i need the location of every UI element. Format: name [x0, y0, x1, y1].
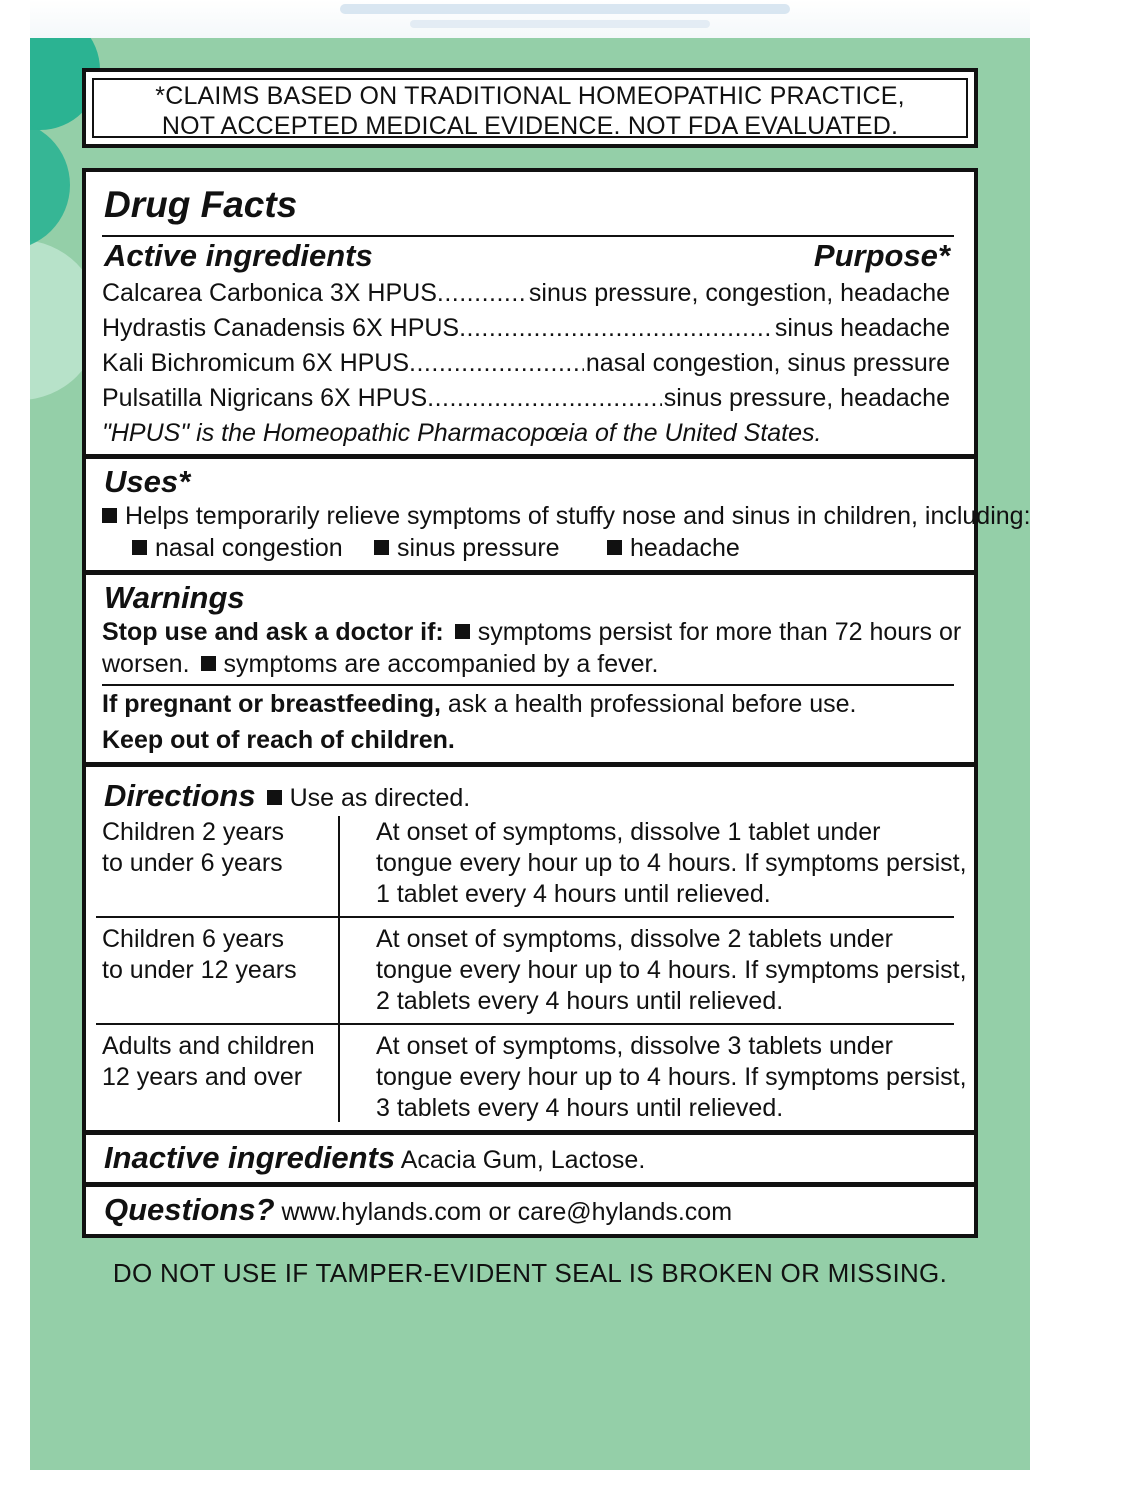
ingredient-row: [102, 279, 950, 308]
claims-line-1: *CLAIMS BASED ON TRADITIONAL HOMEOPATHIC PRACTICE,: [155, 82, 905, 110]
bullet-square-icon: [455, 624, 470, 639]
bullet-square-icon: [267, 790, 282, 805]
ingredient-purpose: nasal congestion, sinus pressure: [585, 349, 950, 377]
uses-item: [374, 534, 560, 563]
bullet-square-icon: [132, 540, 147, 555]
section-divider: [86, 1130, 974, 1135]
directions-line: [104, 778, 470, 814]
dosage-text: At onset of symptoms, dissolve 1 tablet under: [376, 818, 881, 846]
ingredient-row: [102, 314, 950, 343]
claims-line-2: NOT ACCEPTED MEDICAL EVIDENCE. NOT FDA EVALUATED.: [161, 112, 899, 140]
drug-facts-title: Drug Facts: [104, 184, 298, 225]
leader-dots: [459, 314, 773, 343]
uses-text: [102, 502, 1031, 531]
bullet-square-icon: [374, 540, 389, 555]
directions-intro: Use as directed.: [289, 784, 471, 812]
ingredient-row: [102, 384, 950, 413]
section-divider: [86, 1182, 974, 1187]
inactive-ingredients-line: [104, 1140, 645, 1176]
section-divider: [86, 454, 974, 459]
bullet-square-icon: [102, 508, 117, 523]
uses-item-label: headache: [630, 534, 740, 562]
dosage-text: 3 tablets every 4 hours until relieved.: [376, 1094, 784, 1122]
uses-item-label: nasal congestion: [155, 534, 343, 562]
bullet-square-icon: [607, 540, 622, 555]
mirrored-print: [340, 4, 790, 14]
ingredient-purpose: sinus pressure, headache: [663, 384, 950, 412]
stop-use-label: Stop use and ask a doctor if:: [102, 618, 444, 646]
divider: [102, 235, 954, 237]
dosage-text: tongue every hour up to 4 hours. If symptoms persist,: [376, 956, 967, 984]
uses-heading: Uses*: [104, 464, 191, 499]
table-column-divider: [338, 816, 340, 1122]
section-divider: [86, 570, 974, 575]
table-row-divider: [96, 916, 954, 918]
stop-use-line-2: [102, 650, 658, 679]
questions-line: [104, 1192, 732, 1228]
ingredient-row: [102, 349, 950, 378]
warnings-heading: Warnings: [104, 580, 245, 615]
leader-dots: [437, 279, 527, 308]
dosage-text: tongue every hour up to 4 hours. If symptoms persist,: [376, 849, 967, 877]
leader-dots: [427, 384, 662, 413]
stop-use-text: symptoms persist for more than 72 hours or: [477, 618, 962, 646]
tamper-seal-warning: DO NOT USE IF TAMPER-EVIDENT SEAL IS BROKEN OR MISSING.: [112, 1258, 948, 1288]
ingredient-name: Hydrastis Canadensis 6X HPUS: [102, 314, 460, 342]
mirrored-print: [410, 20, 710, 28]
questions-contact: www.hylands.com or care@hylands.com: [281, 1198, 733, 1226]
leader-dots: [409, 349, 584, 378]
uses-item: [607, 534, 740, 563]
age-group: Children 2 years: [102, 818, 285, 846]
inactive-ingredients-heading: Inactive ingredients: [104, 1140, 396, 1175]
pregnancy-label: If pregnant or breastfeeding,: [102, 690, 441, 718]
pregnancy-warning: [102, 690, 856, 719]
dosage-text: At onset of symptoms, dissolve 3 tablets under: [376, 1032, 893, 1060]
section-divider: [86, 762, 974, 767]
ingredient-purpose: sinus pressure, congestion, headache: [528, 279, 950, 307]
table-row-divider: [96, 1023, 954, 1025]
age-group: 12 years and over: [102, 1063, 303, 1091]
inactive-ingredients-text: Acacia Gum, Lactose.: [400, 1146, 646, 1174]
dosage-text: At onset of symptoms, dissolve 2 tablets under: [376, 925, 893, 953]
uses-text-content: Helps temporarily relieve symptoms of stuffy nose and sinus in children, including:: [125, 502, 1031, 530]
dosage-text: 1 tablet every 4 hours until relieved.: [376, 880, 771, 908]
decorative-leaf: [30, 120, 70, 250]
active-ingredients-heading: Active ingredients: [104, 238, 373, 273]
stop-use-text: symptoms are accompanied by a fever.: [223, 650, 659, 678]
ingredient-name: Kali Bichromicum 6X HPUS: [102, 349, 410, 377]
stop-use-line-1: [102, 618, 961, 647]
package-top-flap: [30, 0, 1030, 38]
hpus-note: "HPUS" is the Homeopathic Pharmacopœia of the United States.: [102, 419, 822, 447]
keep-out-warning: Keep out of reach of children.: [102, 726, 455, 754]
claims-box: [82, 68, 978, 148]
drug-facts-panel: [82, 168, 1031, 1238]
uses-item: [132, 534, 343, 563]
age-group: to under 6 years: [102, 849, 283, 877]
divider: [102, 684, 954, 686]
ingredient-purpose: sinus headache: [774, 314, 950, 342]
questions-heading: Questions?: [104, 1192, 275, 1227]
ingredient-name: Calcarea Carbonica 3X HPUS: [102, 279, 437, 307]
age-group: Children 6 years: [102, 925, 285, 953]
pregnancy-text: ask a health professional before use.: [447, 690, 857, 718]
age-group: Adults and children: [102, 1032, 315, 1060]
dosage-text: 2 tablets every 4 hours until relieved.: [376, 987, 784, 1015]
age-group: to under 12 years: [102, 956, 297, 984]
dosage-text: tongue every hour up to 4 hours. If symptoms persist,: [376, 1063, 967, 1091]
purpose-heading: Purpose*: [813, 238, 950, 273]
directions-heading: Directions: [104, 778, 256, 813]
uses-item-label: sinus pressure: [397, 534, 560, 562]
stop-use-text: worsen.: [102, 650, 190, 678]
bullet-square-icon: [201, 656, 216, 671]
ingredient-name: Pulsatilla Nigricans 6X HPUS: [102, 384, 428, 412]
